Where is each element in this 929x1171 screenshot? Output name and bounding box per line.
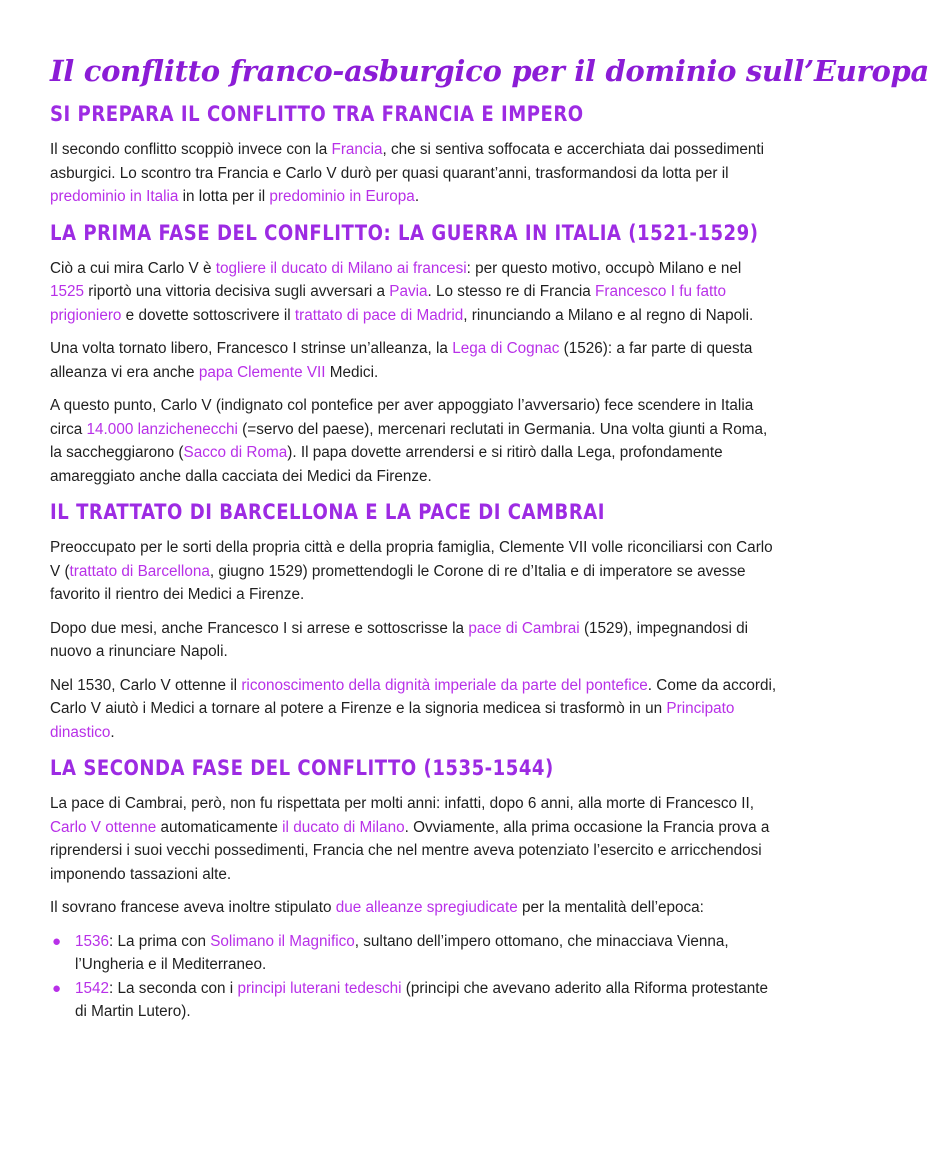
highlight-term: togliere il ducato di Milano ai francesi [215,259,467,277]
text: : La prima con [109,932,211,950]
bullet-icon: ● [52,979,62,997]
section-heading-seconda-fase: LA SECONDA FASE DEL CONFLITTO (1535-1544) [50,756,554,780]
section-heading-prima-fase: LA PRIMA FASE DEL CONFLITTO: LA GUERRA IN ITALIA (1521-1529) [50,220,759,245]
text: . Come da accordi, Carlo V aiutò i Medici a tornare al potere a Firenze e la signoria medicea si trasformò in un [50,676,777,717]
text: La pace di Cambrai, però, non fu rispettata per molti anni: infatti, dopo 6 anni, alla morte di Francesco II, [50,795,755,812]
text: (1526): a far parte di questa alleanza vi era anche [50,340,753,381]
paragraph [50,536,778,607]
text: (principi che avevano aderito alla Riforma protestante di Martin Lutero). [75,979,769,1020]
highlight-term: il ducato di Milano [282,818,405,836]
text: ). Il papa dovette arrendersi e si ritirò dalla Lega, profondamente amareggiato anche dalla cacciata dei Medici da Firenze. [50,444,723,485]
highlight-term: principi luterani tedeschi [237,979,402,997]
highlight-term: pace di Cambrai [468,619,580,637]
highlight-term: 1542 [75,979,110,997]
text: (=servo del paese), mercenari reclutati in Germania. Una volta giunti a Roma, la saccheggiarono ( [50,420,768,461]
highlight-term: Carlo V ottenne [50,818,157,836]
paragraph [50,792,778,886]
text: , giugno 1529) promettendogli le Corone di re d’Italia e di imperatore se avesse favorito il rientro dei Medici a Firenze. [50,562,746,603]
paragraph [50,257,778,328]
highlight-term: Francia [331,141,383,158]
text: Ciò a cui mira Carlo V è [50,259,216,277]
section-heading-barcellona: IL TRATTATO DI BARCELLONA E LA PACE DI CAMBRAI [50,500,605,524]
paragraph [50,394,778,488]
text: riportò una vittoria decisiva sugli avversari a [84,283,390,300]
highlight-term: predominio in Europa [269,188,415,205]
page-title: Il conflitto franco-asburgico per il dominio sull’Europa [50,54,929,88]
text: . Lo stesso re di Francia [427,283,596,300]
text: per la mentalità dell’epoca: [517,899,704,916]
highlight-term: Lega di Cognac [452,340,560,357]
highlight-term: Principato dinastico [50,700,735,741]
paragraph [50,674,778,745]
bullet-icon: ● [52,932,62,950]
paragraph [50,337,778,384]
text: Preoccupato per le sorti della propria città e della propria famiglia, Clemente VII volle riconciliarsi con Carlo V ( [50,539,773,580]
text: Il secondo conflitto scoppiò invece con la [50,141,332,158]
text: : La seconda con i [109,979,238,997]
text: Medici. [325,363,379,381]
highlight-term: riconoscimento della dignità imperiale da parte del pontefice [241,676,648,694]
highlight-term: trattato di Barcellona [69,562,210,580]
paragraph [50,896,778,920]
highlight-term: due alleanze spregiudicate [335,899,518,916]
text: (1529), impegnandosi di nuovo a rinunciare Napoli. [50,619,749,660]
text: : per questo motivo, occupò Milano e nel [466,259,742,277]
highlight-term: 1525 [50,283,85,300]
highlight-term: Sacco di Roma [183,444,288,461]
highlight-term: predominio in Italia [50,188,179,205]
text: in lotta per il [178,188,270,205]
highlight-term: 14.000 lanzichenecchi [86,420,238,438]
alliances-list [50,930,778,1024]
text: Nel 1530, Carlo V ottenne il [50,676,242,694]
list-item [50,977,778,1024]
text: , che si sentiva soffocata e accerchiata dai possedimenti asburgici. Lo scontro tra Francia e Carlo V durò per quasi quarant’anni, trasformandosi da lotta per il [50,141,764,182]
text: Dopo due mesi, anche Francesco I si arrese e sottoscrisse la [50,619,469,637]
highlight-term: papa Clemente VII [198,363,326,381]
section-heading-prepara: SI PREPARA IL CONFLITTO TRA FRANCIA E IMPERO [50,102,584,126]
paragraph [50,138,778,209]
highlight-term: trattato di pace di Madrid [294,306,464,324]
text: automaticamente [156,818,283,836]
list-item [50,930,778,977]
text: , sultano dell’impero ottomano, che minacciava Vienna, l’Ungheria e il Mediterraneo. [75,932,729,973]
text: . [414,188,420,205]
paragraph [50,617,778,664]
text: , rinunciando a Milano e al regno di Napoli. [463,306,754,324]
text: A questo punto, Carlo V (indignato col pontefice per aver appoggiato l’avversario) fece scendere in Italia circa [50,397,754,438]
highlight-term: Solimano il Magnifico [210,932,355,950]
highlight-term: Pavia [389,283,428,300]
highlight-term: Francesco I fu fatto prigioniero [50,283,726,324]
text: . [110,723,115,741]
text: . Ovviamente, alla prima occasione la Francia prova a riprendersi i suoi vecchi possedimenti, Francia che nel mentre aveva potenziato l’esercito e arricchendosi imponendo tassazioni alte. [50,818,770,883]
highlight-term: 1536 [75,932,110,950]
text: Il sovrano francese aveva inoltre stipulato [50,899,336,916]
text: e dovette sottoscrivere il [121,306,295,324]
text: Una volta tornato libero, Francesco I strinse un’alleanza, la [50,340,453,357]
